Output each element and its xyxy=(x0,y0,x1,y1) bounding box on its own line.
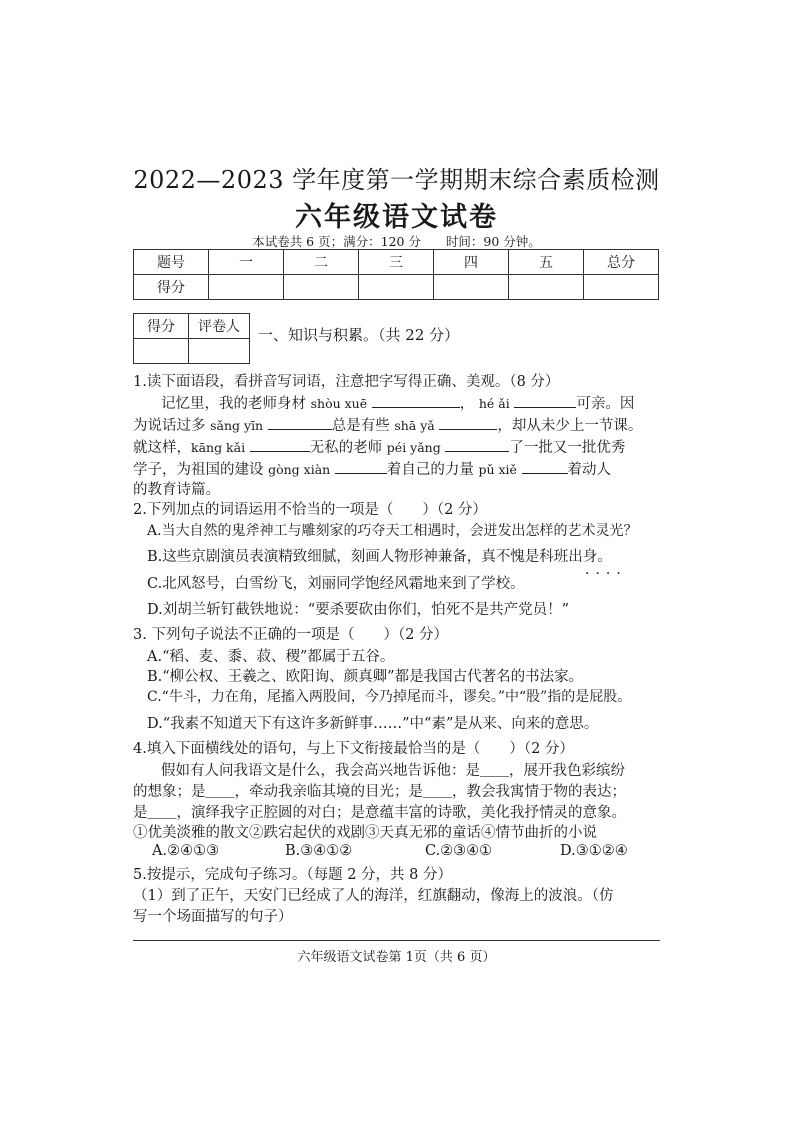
page-footer: 六年级语文试卷第 1页（共 6 页） xyxy=(297,950,496,965)
question-4-passage: 的想象；是＿＿，牵动我亲临其境的目光；是＿＿，教会我寓情于物的表达； xyxy=(133,784,626,800)
emphasis-dots: ···· xyxy=(585,566,627,582)
question-2-option-c: C.北风怒号，白雪纷飞，刘丽同学饱经风霜地来到了学校。 xyxy=(147,576,525,592)
question-3-option-a: A.“稻、麦、黍、菽、稷”都属于五谷。 xyxy=(147,649,395,665)
pinyin: péi yǎng xyxy=(386,440,441,455)
question-5-item: 写一个场面描写的句子） xyxy=(133,909,293,925)
grader-name-cell[interactable] xyxy=(189,339,250,364)
question-3-option-d: D.“我素不知道天下有这许多新鲜事……”中“素”是从来、向来的意思。 xyxy=(147,716,599,732)
score-cell[interactable] xyxy=(209,275,284,300)
question-1-line: 的教育诗篇。 xyxy=(133,482,220,498)
score-row-label: 得分 xyxy=(134,275,209,300)
score-cell[interactable] xyxy=(434,275,509,300)
score-table-header-row xyxy=(134,250,659,275)
score-header-cell: 总分 xyxy=(584,250,659,275)
footer-divider xyxy=(133,940,660,941)
score-table-score-row xyxy=(134,275,659,300)
grader-name-label: 评卷人 xyxy=(189,314,250,339)
score-header-cell: 二 xyxy=(284,250,359,275)
grader-score-label: 得分 xyxy=(134,314,189,339)
question-1-stem: 1.读下面语段，看拼音写词语，注意把字写得正确、美观。（8 分） xyxy=(133,374,560,390)
question-2-option-d: D.刘胡兰斩钉截铁地说：“要杀要砍由你们，怕死不是共产党员！” xyxy=(147,602,570,618)
question-3-option-b: B.“柳公权、王羲之、欧阳询、颜真卿”都是我国古代著名的书法家。 xyxy=(147,669,584,685)
question-4-passage: 假如有人问我语文是什么，我会高兴地告诉他：是＿＿，展开我色彩缤纷 xyxy=(161,763,625,779)
question-4-option: A.②④①③ xyxy=(152,843,220,859)
answer-blank[interactable] xyxy=(522,459,568,474)
question-4-sentences: ①优美淡雅的散文②跌宕起伏的戏剧③天真无邪的童话④情节曲折的小说 xyxy=(133,825,597,841)
question-4-option: D.③①②④ xyxy=(560,843,628,859)
score-cell[interactable] xyxy=(584,275,659,300)
pinyin: kāng kǎi xyxy=(191,440,246,455)
question-5-stem: 5.按提示，完成句子练习。（每题 2 分，共 8 分） xyxy=(133,867,452,883)
section-heading: 一、知识与积累。（共 22 分） xyxy=(258,326,460,344)
grader-score-cell[interactable] xyxy=(134,339,189,364)
question-4-option: B.③④①② xyxy=(285,843,353,859)
score-cell[interactable] xyxy=(509,275,584,300)
score-cell[interactable] xyxy=(284,275,359,300)
question-1-line: 学子，为祖国的建设 gòng xiàn 着自己的力量 pǔ xiě 着动人 xyxy=(133,458,611,479)
score-header-cell: 五 xyxy=(509,250,584,275)
question-2-option-b: B.这些京剧演员表演精致细腻，刻画人物形神兼备，真不愧是科班出身。 xyxy=(147,549,612,565)
score-header-cell: 一 xyxy=(209,250,284,275)
score-header-cell: 四 xyxy=(434,250,509,275)
exam-title: 2022—2023 学年度第一学期期末综合素质检测 xyxy=(133,166,660,194)
question-5-item: （1）到了正午，天安门已经成了人的海洋，红旗翻动，像海上的波浪。（仿 xyxy=(133,888,614,904)
answer-blank[interactable] xyxy=(439,415,497,430)
score-header-cell: 三 xyxy=(359,250,434,275)
exam-info: 本试卷共 6 页；满分：120 分 时间：90 分钟。 xyxy=(252,234,541,249)
pinyin: shòu xuē xyxy=(310,396,368,411)
question-1-line: 为说话过多 sǎng yīn 总是有些 shā yǎ ，却从未少上一节课。 xyxy=(133,414,642,435)
score-table xyxy=(133,249,659,300)
question-2-option-a: A.当大自然的鬼斧神工与雕刻家的巧夺天工相遇时，会迸发出怎样的艺术灵光？ xyxy=(147,523,638,539)
answer-blank[interactable] xyxy=(514,393,576,408)
answer-blank[interactable] xyxy=(372,393,460,408)
pinyin: shā yǎ xyxy=(394,418,435,433)
question-4-passage: 是＿＿，演绎我字正腔圆的对白；是意蕴丰富的诗歌，美化我抒情灵的意象。 xyxy=(133,805,626,821)
grader-box xyxy=(133,313,250,364)
score-cell[interactable] xyxy=(359,275,434,300)
question-3-stem: 3. 下列句子说法不正确的一项是（ ）（2 分） xyxy=(133,627,449,643)
question-1-line: 就这样，kāng kǎi 无私的老师 péi yǎng 了一批又一批优秀 xyxy=(133,436,625,457)
answer-blank[interactable] xyxy=(250,437,310,452)
answer-blank[interactable] xyxy=(268,415,332,430)
question-4-stem: 4.填入下面横线处的语句，与上下文衔接最恰当的是（ ）（2 分） xyxy=(133,741,574,757)
pinyin: hé ǎi xyxy=(478,396,510,411)
question-4-option: C.②③④① xyxy=(425,843,493,859)
exam-subtitle: 六年级语文试卷 xyxy=(295,202,498,233)
pinyin: pǔ xiě xyxy=(478,462,517,477)
answer-blank[interactable] xyxy=(445,437,509,452)
question-3-option-c: C.“牛斗，力在角，尾搐入两股间，今乃掉尾而斗，谬矣。”中“股”指的是屁股。 xyxy=(147,689,632,705)
answer-blank[interactable] xyxy=(335,459,387,474)
pinyin: gòng xiàn xyxy=(268,462,331,477)
score-header-cell: 题号 xyxy=(134,250,209,275)
question-2-stem: 2.下列加点的词语运用不恰当的一项是（ ）（2 分） xyxy=(133,502,487,518)
question-1-line: 记忆里，我的老师身材 shòu xuē ， hé ǎi 可亲。因 xyxy=(161,392,634,413)
pinyin: sǎng yīn xyxy=(210,418,264,433)
